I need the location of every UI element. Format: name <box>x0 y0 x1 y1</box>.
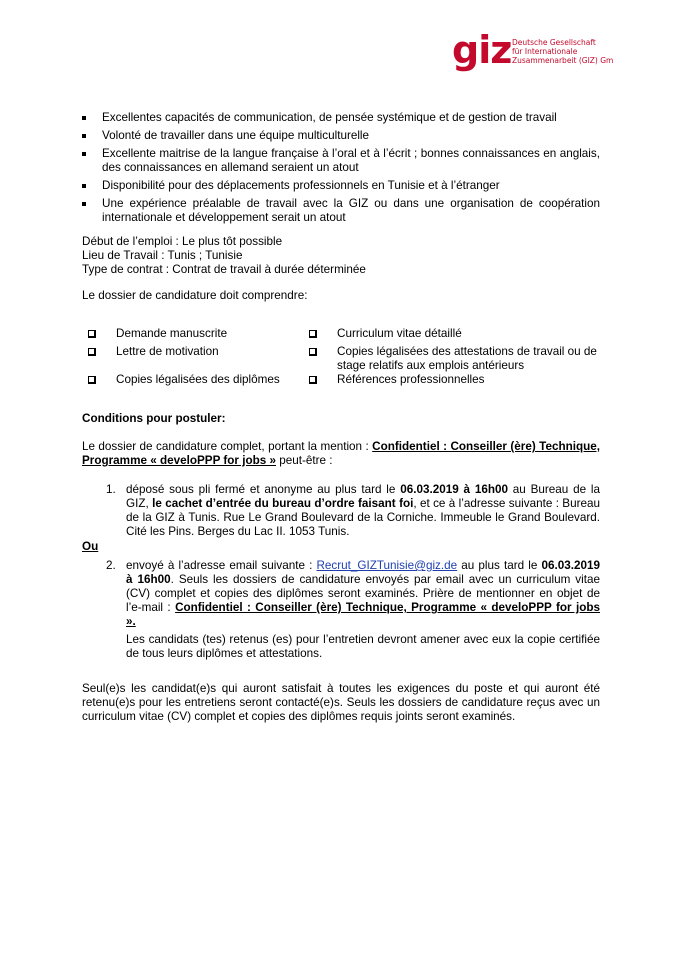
bullet-square-icon <box>82 116 86 120</box>
option-2-text: envoyé à l’adresse email suivante : Recrut_GIZTunisie@giz.de au plus tard le 06.03.2019 à 16h00. Seuls les dossiers de candidature envoyés par email avec un curriculum vitae (CV) complet et copies des diplômes seront examinés. Prière de mentionner en objet de l’e-mail : Confidentiel : Conseiller (ère) Technique, Programme « develoPPP for jobs ». <box>126 559 600 628</box>
giz-logo <box>452 28 677 78</box>
requirement-item: Excellente maitrise de la langue française à l’oral et à l’écrit ; bonnes connaissances en anglais, des connaissances en allemand seraient un atout <box>82 147 600 175</box>
job-location: Lieu de Travail : Tunis ; Tunisie <box>82 249 243 262</box>
checkbox-icon <box>309 348 316 355</box>
bullet-square-icon <box>82 184 86 188</box>
dossier-intro: Le dossier de candidature doit comprendre: <box>82 289 308 302</box>
ou-separator: Ou <box>82 540 99 553</box>
email-subject-mention: Confidentiel : Conseiller (ère) Technique, Programme « develoPPP for jobs ». <box>126 601 600 628</box>
requirement-item: Excellentes capacités de communication, de pensée systémique et de gestion de travail <box>82 111 600 125</box>
bullet-square-icon <box>82 152 86 156</box>
checkbox-icon <box>88 376 95 383</box>
bullet-square-icon <box>82 134 86 138</box>
final-paragraph: Seul(e)s les candidat(e)s qui auront satisfait à toutes les exigences du poste et qui auront été retenu(e)s pour les entretiens seront contacté(e)s. Seuls les dossiers de candidature reçus avec un curriculum vitae (CV) complet et copies des diplômes requis joints seront examinés. <box>82 682 600 723</box>
requirement-item: Une expérience préalable de travail avec la GIZ ou dans une organisation de coopération internationale et développement serait un atout <box>82 197 600 225</box>
checkbox-icon <box>88 348 95 355</box>
bullet-square-icon <box>82 202 86 206</box>
job-info <box>82 235 366 277</box>
retenus-paragraph: Les candidats (tes) retenus (es) pour l’entretien devront amener avec eux la copie certifiée de tous leurs diplômes et attestations. <box>126 633 600 660</box>
requirements-list <box>82 111 600 229</box>
conditions-heading: Conditions pour postuler: <box>82 412 226 425</box>
mention-subject: Confidentiel : Conseiller (ère) Technique, Programme « develoPPP for jobs » <box>82 440 600 467</box>
dossier-complet-paragraph: Le dossier de candidature complet, portant la mention : Confidentiel : Conseiller (ère) Technique, Programme « develoPPP for jobs » peut-être : <box>82 440 600 467</box>
checkbox-icon <box>88 330 95 337</box>
job-start: Début de l’emploi : Le plus tôt possible <box>82 235 283 248</box>
document-page: giz Deutsche Gesellschaft für Internationale Zusammenarbeit (GIZ) Gm Excellentes capacités de communication, de pensée systémique et de gestion de travail Volonté de travailler dans une équipe multiculturelle Excellente maitrise de la langue française à l’oral et à l’écrit ; bonnes connaissances en anglais, des connaissances en allemand seraient un atout Disponibilité pour des déplacements professionnels en Tunisie et à l’étranger Une expérience préalable de travail avec la GIZ ou dans une organisation de coopération internationale et développement serait un atout Début de l’emploi : Le plus tôt possible Lieu de Travail : Tunis ; Tunisie Type de contrat : Contrat de travail à durée déterminée Le dossier de candidature doit comprendre: Demande manuscrite Lettre de motivation Copies légalisées des diplômes Curriculum vitae détaillé Copies légalisées des attestations de travail ou de stage relatifs aux emplois antérieurs Références professionnelles Conditions pour postuler: Le dossier de candidature complet, portant la mention : Confidentiel : Conseiller (ère) Technique, Programme « develoPPP for jobs » peut-être : 1. déposé sous pli fermé et anonyme au plus tard le 06.03.2019 à 16h00 au Bureau de la GIZ, le cachet d’entrée du bureau d’ordre faisant foi, et ce à l’adresse suivante : Bureau de la GIZ à Tunis. Rue Le Grand Boulevard de la Corniche. Immeuble le Grand Boulevard. Cité les Pins. Berges du Lac II. 1053 Tunis. Ou 2. envoyé à l’adresse email suivante : Recrut_GIZTunisie@giz.de au plus tard le 06.03.2019 à 16h00. Seuls les dossiers de candidature envoyés par email avec un curriculum vitae (CV) complet et copies des diplômes seront examinés. Prière de mentionner en objet de l’e-mail : Confidentiel : Conseiller (ère) Technique, Programme « develoPPP for jobs ». Les candidats (tes) retenus (es) pour l’entretien devront amener avec eux la copie certifiée de tous leurs diplômes et attestations. Seul(e)s les candidat(e)s qui auront satisfait à toutes les exigences du poste et qui auront été retenu(e)s pour les entretiens seront contacté(e)s. Seuls les dossiers de candidature reçus avec un curriculum vitae (CV) complet et copies des diplômes requis joints seront examinés. <box>0 0 679 960</box>
giz-logo-mark: giz <box>452 28 512 72</box>
giz-logo-text: Deutsche Gesellschaft für Internationale Zusammenarbeit (GIZ) Gm <box>512 38 614 65</box>
checkbox-icon <box>309 376 316 383</box>
job-contract: Type de contrat : Contrat de travail à durée déterminée <box>82 263 366 276</box>
checkbox-icon <box>309 330 316 337</box>
requirement-item: Disponibilité pour des déplacements professionnels en Tunisie et à l’étranger <box>82 179 600 193</box>
recruitment-email-link[interactable]: Recrut_GIZTunisie@giz.de <box>316 559 458 572</box>
option-1-text: déposé sous pli fermé et anonyme au plus tard le 06.03.2019 à 16h00 au Bureau de la GIZ, le cachet d’entrée du bureau d’ordre faisant foi, et ce à l’adresse suivante : Bureau de la GIZ à Tunis. Rue Le Grand Boulevard de la Corniche. Immeuble le Grand Boulevard. Cité les Pins. Berges du Lac II. 1053 Tunis. <box>126 483 600 538</box>
requirement-item: Volonté de travailler dans une équipe multiculturelle <box>82 129 600 143</box>
